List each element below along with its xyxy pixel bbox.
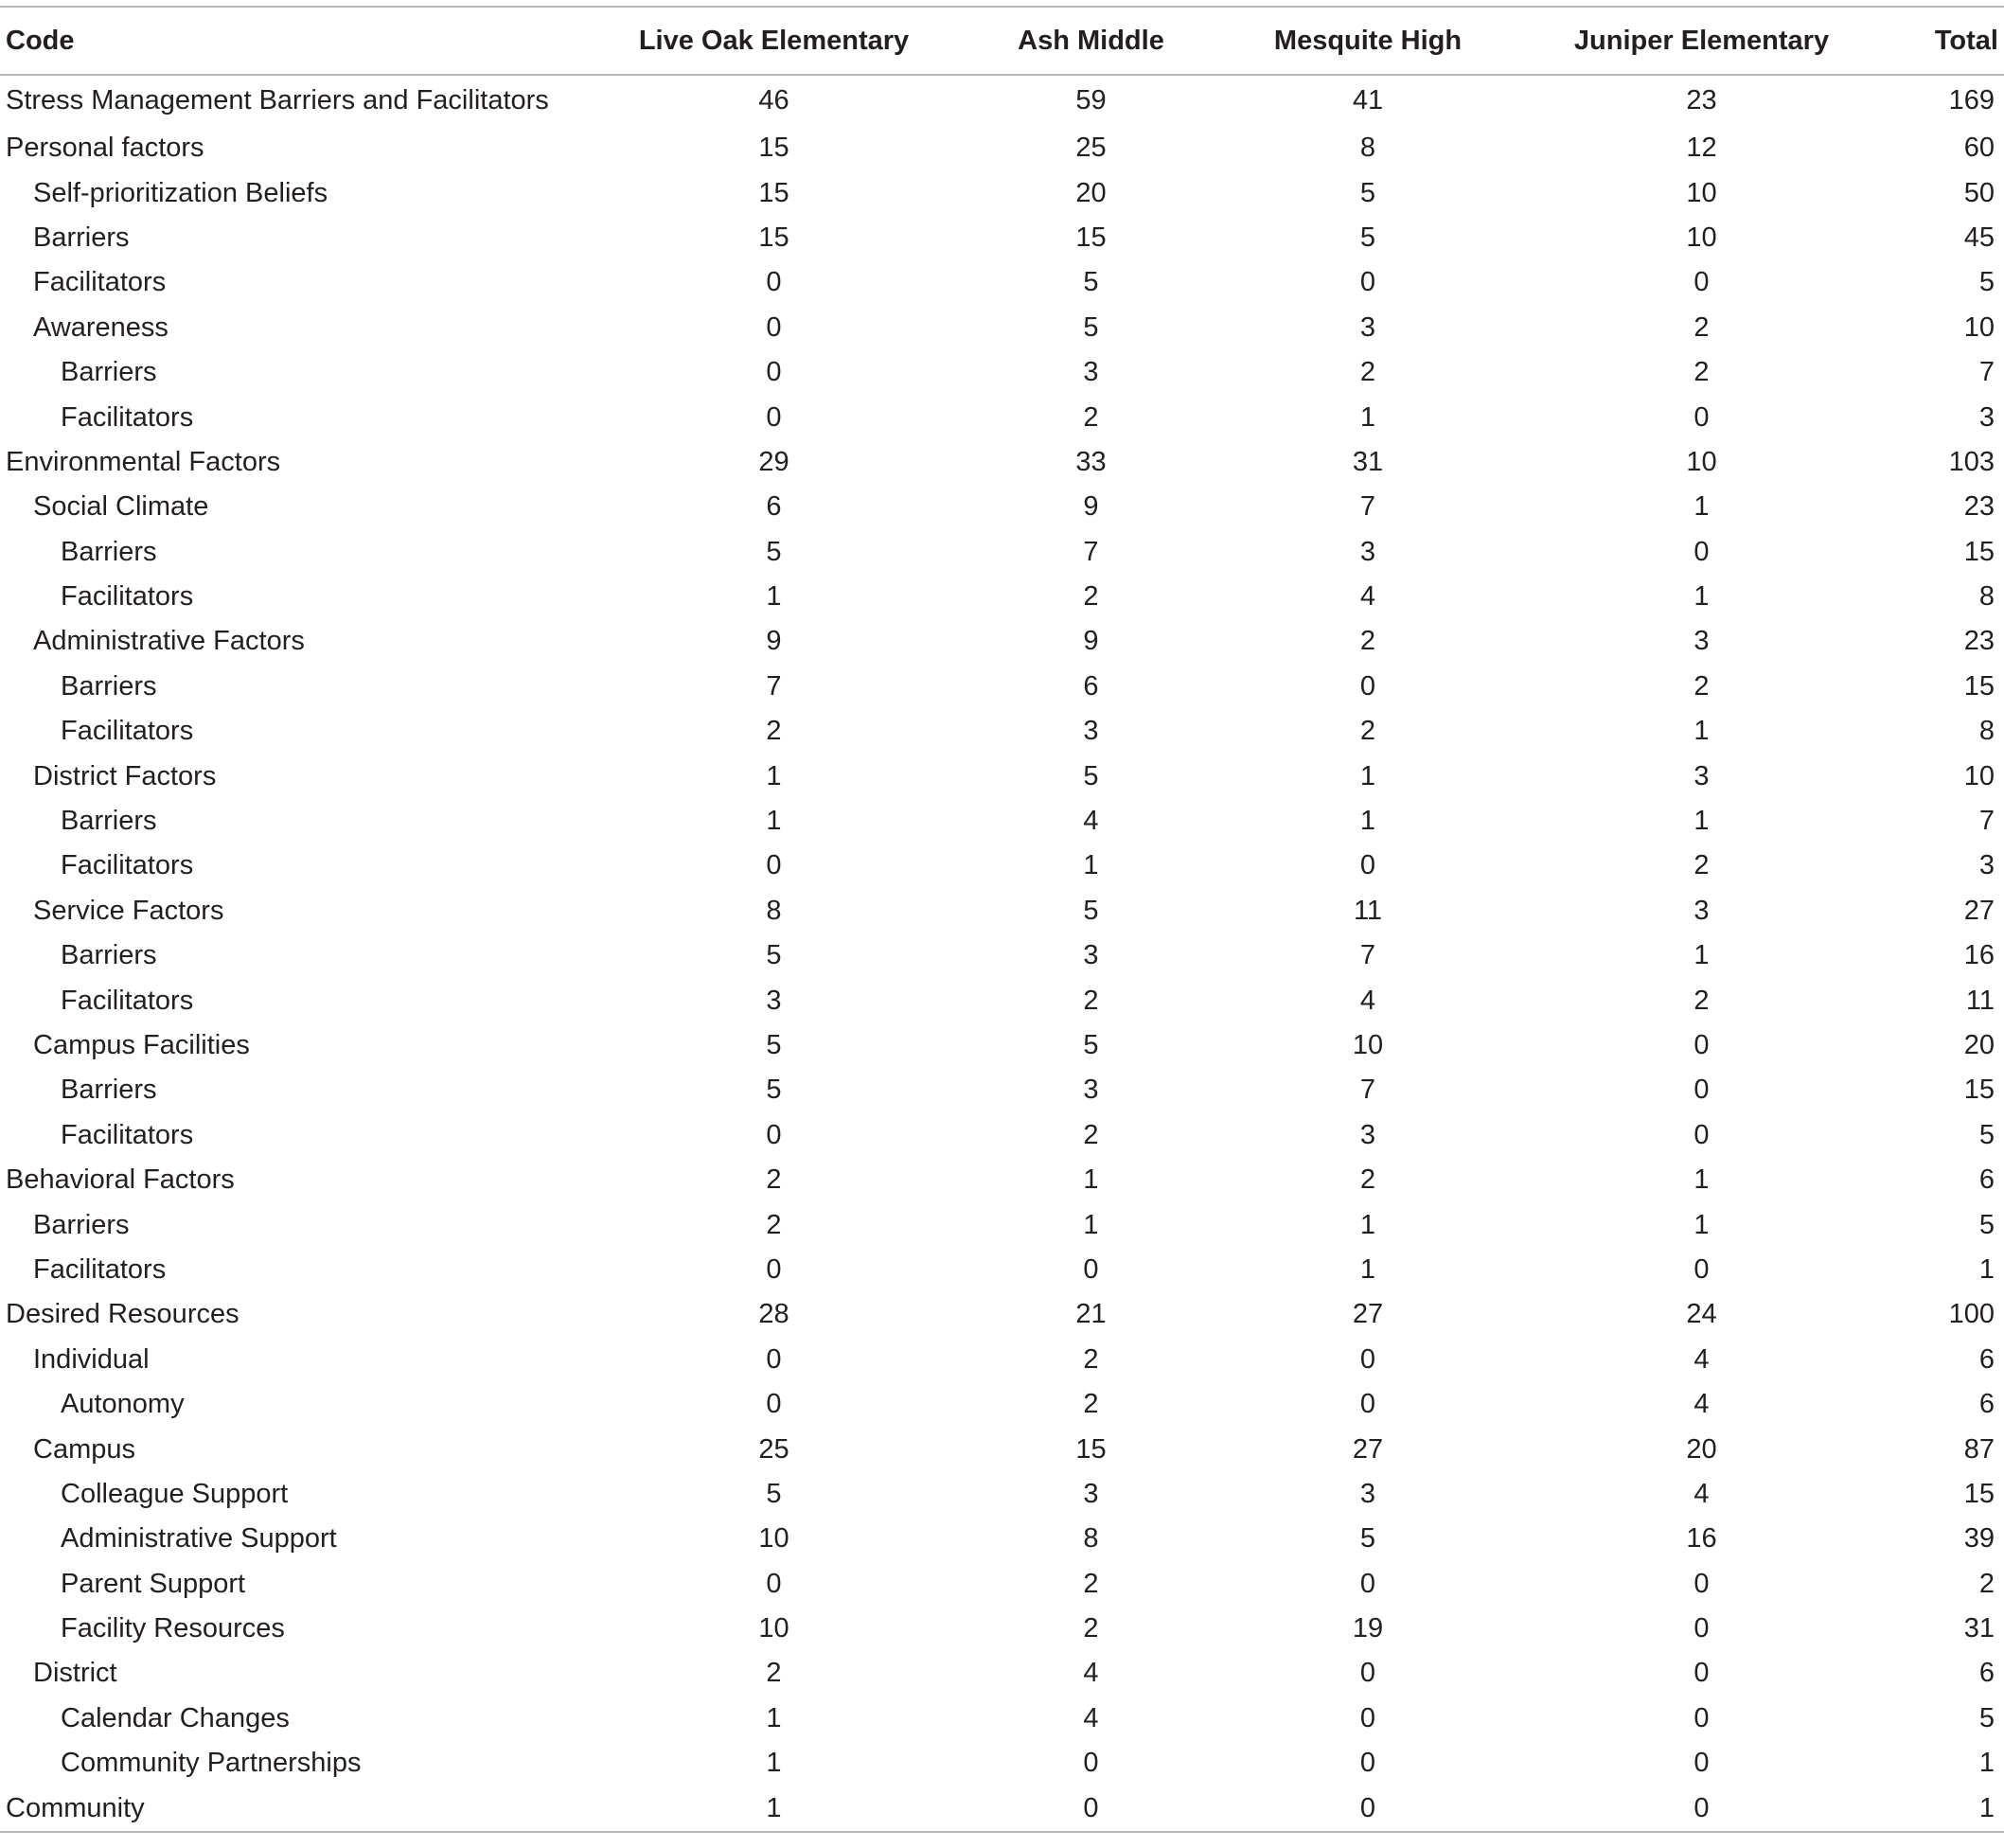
cell-ash-middle: 9 — [1083, 626, 1099, 657]
table-row — [0, 350, 2004, 395]
cell-mesquite-high: 7 — [1359, 491, 1376, 523]
row-code-label: Barriers — [33, 222, 130, 253]
cell-mesquite-high: 3 — [1359, 311, 1376, 343]
cell-mesquite-high: 0 — [1359, 1702, 1376, 1733]
cell-live-oak-elementary: 2 — [766, 1658, 782, 1689]
cell-live-oak-elementary: 28 — [758, 1299, 789, 1330]
cell-juniper-elementary: 4 — [1694, 1389, 1710, 1420]
table-row — [0, 1113, 2004, 1158]
cell-mesquite-high: 8 — [1359, 133, 1376, 164]
row-code-label: Administrative Support — [61, 1523, 337, 1555]
cell-total: 15 — [1963, 536, 1995, 567]
row-code-label: Community — [6, 1792, 145, 1823]
cell-ash-middle: 0 — [1083, 1748, 1099, 1779]
table-row — [0, 1382, 2004, 1427]
cell-total: 8 — [1978, 581, 1995, 613]
cell-total: 2 — [1978, 1568, 1995, 1599]
table-row — [0, 1248, 2004, 1292]
table-row — [0, 1068, 2004, 1112]
row-code-label: Facilitators — [33, 1253, 167, 1285]
row-code-label: Self-prioritization Beliefs — [33, 177, 328, 208]
cell-total: 5 — [1978, 1209, 1995, 1240]
cell-ash-middle: 3 — [1083, 1478, 1099, 1509]
cell-ash-middle: 2 — [1083, 1568, 1099, 1599]
cell-mesquite-high: 0 — [1359, 670, 1376, 702]
header-code: Code — [6, 25, 75, 56]
cell-ash-middle: 8 — [1083, 1523, 1099, 1555]
row-code-label: Facilitators — [61, 581, 194, 613]
cell-ash-middle: 3 — [1083, 357, 1099, 388]
cell-ash-middle: 5 — [1083, 760, 1099, 791]
cell-total: 7 — [1978, 806, 1995, 837]
cell-mesquite-high: 7 — [1359, 940, 1376, 971]
cell-mesquite-high: 2 — [1359, 357, 1376, 388]
cell-juniper-elementary: 0 — [1694, 1613, 1710, 1644]
cell-total: 6 — [1978, 1658, 1995, 1689]
cell-total: 10 — [1963, 311, 1995, 343]
cell-juniper-elementary: 2 — [1694, 311, 1710, 343]
table-row — [0, 1292, 2004, 1337]
cell-ash-middle: 5 — [1083, 1030, 1099, 1060]
cell-live-oak-elementary: 5 — [766, 1030, 782, 1060]
table-row — [0, 1697, 2004, 1741]
cell-juniper-elementary: 10 — [1686, 177, 1717, 208]
cell-juniper-elementary: 4 — [1694, 1478, 1710, 1509]
header-live-oak-elementary: Live Oak Elementary — [638, 25, 910, 56]
header-mesquite-high: Mesquite High — [1273, 25, 1463, 56]
table-row — [0, 216, 2004, 260]
cell-juniper-elementary: 24 — [1686, 1299, 1717, 1330]
table-row — [0, 619, 2004, 664]
cell-mesquite-high: 1 — [1359, 1253, 1376, 1285]
cell-ash-middle: 4 — [1083, 1658, 1099, 1689]
cell-mesquite-high: 11 — [1353, 895, 1383, 926]
cell-live-oak-elementary: 15 — [758, 133, 789, 164]
cell-ash-middle: 15 — [1075, 1433, 1107, 1465]
cell-ash-middle: 25 — [1075, 133, 1107, 164]
cell-juniper-elementary: 0 — [1694, 1658, 1710, 1689]
table-header-row — [0, 7, 2004, 75]
cell-mesquite-high: 4 — [1359, 581, 1376, 613]
cell-total: 16 — [1963, 940, 1995, 971]
cell-ash-middle: 0 — [1083, 1253, 1099, 1285]
cell-total: 20 — [1963, 1030, 1995, 1060]
cell-mesquite-high: 2 — [1359, 1164, 1376, 1196]
cell-mesquite-high: 1 — [1359, 401, 1376, 433]
cell-ash-middle: 5 — [1083, 311, 1099, 343]
cell-ash-middle: 2 — [1083, 1119, 1099, 1150]
cell-live-oak-elementary: 9 — [766, 626, 782, 657]
cell-ash-middle: 0 — [1083, 1792, 1099, 1823]
row-code-label: Barriers — [61, 357, 157, 388]
cell-juniper-elementary: 12 — [1686, 133, 1717, 164]
cell-live-oak-elementary: 2 — [766, 1209, 782, 1240]
cell-total: 31 — [1963, 1613, 1995, 1644]
cell-live-oak-elementary: 5 — [766, 940, 782, 971]
cell-total: 60 — [1963, 133, 1995, 164]
cell-mesquite-high: 1 — [1359, 760, 1376, 791]
cell-live-oak-elementary: 1 — [766, 760, 782, 791]
cell-live-oak-elementary: 0 — [766, 1253, 782, 1285]
cell-mesquite-high: 0 — [1359, 1343, 1376, 1375]
cell-juniper-elementary: 10 — [1686, 446, 1717, 477]
cell-live-oak-elementary: 10 — [758, 1613, 789, 1644]
row-code-label: Individual — [33, 1343, 150, 1375]
cell-total: 39 — [1963, 1523, 1995, 1555]
cell-ash-middle: 4 — [1083, 1702, 1099, 1733]
cell-live-oak-elementary: 0 — [766, 357, 782, 388]
cell-juniper-elementary: 0 — [1694, 1119, 1710, 1150]
table-row — [0, 933, 2004, 978]
cell-total: 45 — [1963, 222, 1995, 253]
table-row — [0, 530, 2004, 575]
cell-live-oak-elementary: 2 — [766, 716, 782, 747]
cell-total: 23 — [1963, 626, 1995, 657]
cell-live-oak-elementary: 1 — [766, 1702, 782, 1733]
cell-juniper-elementary: 1 — [1694, 581, 1710, 613]
row-code-label: Barriers — [33, 1209, 130, 1240]
cell-total: 50 — [1963, 177, 1995, 208]
table-row — [0, 1562, 2004, 1607]
cell-ash-middle: 2 — [1083, 985, 1099, 1016]
cell-juniper-elementary: 0 — [1694, 1253, 1710, 1285]
row-code-label: Environmental Factors — [6, 446, 281, 477]
cell-juniper-elementary: 20 — [1686, 1433, 1717, 1465]
cell-live-oak-elementary: 0 — [766, 1568, 782, 1599]
cell-total: 6 — [1978, 1343, 1995, 1375]
cell-live-oak-elementary: 0 — [766, 267, 782, 298]
cell-mesquite-high: 2 — [1359, 716, 1376, 747]
cell-juniper-elementary: 10 — [1686, 222, 1717, 253]
cell-mesquite-high: 3 — [1359, 536, 1376, 567]
table-row — [0, 395, 2004, 439]
cell-juniper-elementary: 2 — [1694, 357, 1710, 388]
table-row — [0, 709, 2004, 754]
table-row — [0, 1741, 2004, 1786]
cell-live-oak-elementary: 10 — [758, 1523, 789, 1555]
cell-juniper-elementary: 0 — [1694, 267, 1710, 298]
cell-mesquite-high: 5 — [1359, 1523, 1376, 1555]
cell-live-oak-elementary: 1 — [766, 806, 782, 837]
table-row — [0, 1651, 2004, 1696]
cell-total: 87 — [1963, 1433, 1995, 1465]
cell-total: 23 — [1963, 491, 1995, 523]
cell-mesquite-high: 0 — [1359, 1748, 1376, 1779]
cell-live-oak-elementary: 46 — [758, 85, 789, 116]
cell-total: 27 — [1963, 895, 1995, 926]
cell-mesquite-high: 5 — [1359, 177, 1376, 208]
cell-mesquite-high: 0 — [1359, 1792, 1376, 1823]
cell-total: 15 — [1963, 670, 1995, 702]
cell-mesquite-high: 2 — [1359, 626, 1376, 657]
cell-live-oak-elementary: 15 — [758, 222, 789, 253]
cell-juniper-elementary: 16 — [1686, 1523, 1717, 1555]
cell-mesquite-high: 27 — [1352, 1433, 1384, 1465]
cell-ash-middle: 15 — [1075, 222, 1107, 253]
row-code-label: Community Partnerships — [61, 1748, 362, 1779]
cell-total: 3 — [1978, 401, 1995, 433]
row-code-label: Campus — [33, 1433, 135, 1465]
cell-juniper-elementary: 0 — [1694, 401, 1710, 433]
code-frequency-table — [0, 6, 2004, 1833]
table-row — [0, 844, 2004, 888]
cell-live-oak-elementary: 7 — [766, 670, 782, 702]
table-row — [0, 754, 2004, 798]
cell-live-oak-elementary: 1 — [766, 1748, 782, 1779]
row-code-label: Barriers — [61, 670, 157, 702]
cell-total: 169 — [1948, 85, 1995, 116]
cell-juniper-elementary: 0 — [1694, 536, 1710, 567]
cell-mesquite-high: 0 — [1359, 850, 1376, 881]
cell-mesquite-high: 41 — [1352, 85, 1384, 116]
table-row — [0, 126, 2004, 170]
table-row — [0, 306, 2004, 350]
cell-juniper-elementary: 0 — [1694, 1702, 1710, 1733]
cell-total: 10 — [1963, 760, 1995, 791]
cell-total: 5 — [1978, 1119, 1995, 1150]
cell-ash-middle: 33 — [1075, 446, 1107, 477]
cell-juniper-elementary: 1 — [1694, 940, 1710, 971]
cell-mesquite-high: 1 — [1359, 1209, 1376, 1240]
table-row — [0, 1158, 2004, 1202]
row-code-label: Facility Resources — [61, 1613, 285, 1644]
table-row — [0, 1023, 2004, 1068]
cell-ash-middle: 20 — [1075, 177, 1107, 208]
cell-ash-middle: 21 — [1075, 1299, 1107, 1330]
cell-ash-middle: 5 — [1083, 267, 1099, 298]
row-code-label: Calendar Changes — [61, 1702, 290, 1733]
cell-juniper-elementary: 2 — [1694, 985, 1710, 1016]
cell-live-oak-elementary: 25 — [758, 1433, 789, 1465]
cell-live-oak-elementary: 0 — [766, 401, 782, 433]
cell-mesquite-high: 3 — [1359, 1119, 1376, 1150]
cell-ash-middle: 7 — [1083, 536, 1099, 567]
table-row — [0, 978, 2004, 1022]
header-juniper-elementary: Juniper Elementary — [1573, 25, 1830, 56]
cell-total: 3 — [1978, 850, 1995, 881]
row-code-label: Personal factors — [6, 133, 204, 164]
row-code-label: Colleague Support — [61, 1478, 289, 1509]
code-frequency-table-container — [0, 6, 2004, 1833]
cell-ash-middle: 3 — [1083, 716, 1099, 747]
row-code-label: Behavioral Factors — [6, 1164, 235, 1196]
row-code-label: Barriers — [61, 1075, 157, 1106]
cell-juniper-elementary: 3 — [1694, 626, 1710, 657]
cell-live-oak-elementary: 1 — [766, 1792, 782, 1823]
row-code-label: Awareness — [33, 311, 168, 343]
table-row — [0, 440, 2004, 485]
cell-live-oak-elementary: 1 — [766, 581, 782, 613]
header-ash-middle: Ash Middle — [1018, 25, 1164, 56]
table-row — [0, 665, 2004, 709]
cell-total: 103 — [1948, 446, 1995, 477]
row-code-label: Barriers — [61, 806, 157, 837]
cell-ash-middle: 2 — [1083, 1613, 1099, 1644]
table-row — [0, 75, 2004, 126]
row-code-label: Facilitators — [61, 850, 194, 881]
cell-total: 7 — [1978, 357, 1995, 388]
cell-ash-middle: 3 — [1083, 1075, 1099, 1106]
cell-mesquite-high: 7 — [1359, 1075, 1376, 1106]
row-code-label: Administrative Factors — [33, 626, 305, 657]
cell-juniper-elementary: 23 — [1686, 85, 1717, 116]
cell-total: 6 — [1978, 1164, 1995, 1196]
cell-total: 1 — [1978, 1792, 1995, 1823]
cell-ash-middle: 59 — [1075, 85, 1107, 116]
row-code-label: Facilitators — [61, 1119, 194, 1150]
cell-mesquite-high: 5 — [1359, 222, 1376, 253]
cell-live-oak-elementary: 5 — [766, 536, 782, 567]
cell-ash-middle: 1 — [1083, 1209, 1099, 1240]
cell-ash-middle: 1 — [1083, 1164, 1099, 1196]
table-row — [0, 1202, 2004, 1247]
cell-mesquite-high: 10 — [1352, 1030, 1384, 1060]
cell-ash-middle: 3 — [1083, 940, 1099, 971]
cell-mesquite-high: 4 — [1359, 985, 1376, 1016]
table-row — [0, 799, 2004, 844]
cell-total: 5 — [1978, 267, 1995, 298]
cell-mesquite-high: 1 — [1359, 806, 1376, 837]
cell-mesquite-high: 27 — [1352, 1299, 1384, 1330]
cell-mesquite-high: 0 — [1359, 1568, 1376, 1599]
table-body — [0, 75, 2004, 1832]
cell-total: 5 — [1978, 1702, 1995, 1733]
cell-live-oak-elementary: 0 — [766, 311, 782, 343]
row-code-label: Parent Support — [61, 1568, 246, 1599]
cell-juniper-elementary: 0 — [1694, 1030, 1710, 1060]
cell-live-oak-elementary: 0 — [766, 850, 782, 881]
cell-ash-middle: 2 — [1083, 401, 1099, 433]
cell-live-oak-elementary: 15 — [758, 177, 789, 208]
cell-juniper-elementary: 2 — [1694, 670, 1710, 702]
table-row — [0, 1472, 2004, 1517]
cell-ash-middle: 1 — [1083, 850, 1099, 881]
cell-live-oak-elementary: 3 — [766, 985, 782, 1016]
table-row — [0, 889, 2004, 933]
cell-juniper-elementary: 4 — [1694, 1343, 1710, 1375]
row-code-label: Social Climate — [33, 491, 209, 523]
cell-live-oak-elementary: 0 — [766, 1389, 782, 1420]
cell-live-oak-elementary: 2 — [766, 1164, 782, 1196]
row-code-label: Facilitators — [61, 985, 194, 1016]
cell-juniper-elementary: 1 — [1694, 806, 1710, 837]
cell-ash-middle: 2 — [1083, 1343, 1099, 1375]
table-row — [0, 1517, 2004, 1561]
header-total: Total — [1934, 25, 1998, 56]
row-code-label: Campus Facilities — [33, 1030, 250, 1060]
cell-live-oak-elementary: 5 — [766, 1478, 782, 1509]
table-row — [0, 1338, 2004, 1382]
cell-mesquite-high: 0 — [1359, 267, 1376, 298]
cell-ash-middle: 2 — [1083, 581, 1099, 613]
cell-juniper-elementary: 0 — [1694, 1075, 1710, 1106]
cell-mesquite-high: 0 — [1359, 1658, 1376, 1689]
cell-live-oak-elementary: 8 — [766, 895, 782, 926]
cell-live-oak-elementary: 29 — [758, 446, 789, 477]
row-code-label: Service Factors — [33, 895, 224, 926]
cell-juniper-elementary: 0 — [1694, 1568, 1710, 1599]
table-row — [0, 485, 2004, 529]
row-code-label: Barriers — [61, 536, 157, 567]
cell-juniper-elementary: 1 — [1694, 491, 1710, 523]
cell-total: 1 — [1978, 1253, 1995, 1285]
cell-live-oak-elementary: 0 — [766, 1343, 782, 1375]
row-code-label: Facilitators — [61, 716, 194, 747]
cell-juniper-elementary: 0 — [1694, 1792, 1710, 1823]
cell-juniper-elementary: 3 — [1694, 760, 1710, 791]
table-row — [0, 1786, 2004, 1831]
cell-mesquite-high: 3 — [1359, 1478, 1376, 1509]
cell-juniper-elementary: 0 — [1694, 1748, 1710, 1779]
row-code-label: District — [33, 1658, 117, 1689]
cell-mesquite-high: 19 — [1352, 1613, 1384, 1644]
cell-total: 15 — [1963, 1478, 1995, 1509]
cell-live-oak-elementary: 5 — [766, 1075, 782, 1106]
row-code-label: District Factors — [33, 760, 217, 791]
table-row — [0, 575, 2004, 619]
cell-juniper-elementary: 1 — [1694, 716, 1710, 747]
cell-total: 100 — [1948, 1299, 1995, 1330]
row-code-label: Barriers — [61, 940, 157, 971]
cell-total: 8 — [1978, 716, 1995, 747]
cell-ash-middle: 5 — [1083, 895, 1099, 926]
cell-juniper-elementary: 2 — [1694, 850, 1710, 881]
cell-mesquite-high: 0 — [1359, 1389, 1376, 1420]
cell-total: 15 — [1963, 1075, 1995, 1106]
row-code-label: Facilitators — [33, 267, 167, 298]
table-row — [0, 1607, 2004, 1651]
table-row — [0, 170, 2004, 215]
cell-total: 6 — [1978, 1389, 1995, 1420]
row-code-label: Stress Management Barriers and Facilitators — [6, 85, 549, 116]
row-code-label: Desired Resources — [6, 1299, 239, 1330]
cell-mesquite-high: 31 — [1352, 446, 1384, 477]
table-row — [0, 1427, 2004, 1471]
cell-total: 11 — [1965, 985, 1995, 1016]
cell-ash-middle: 9 — [1083, 491, 1099, 523]
row-code-label: Autonomy — [61, 1389, 185, 1420]
cell-juniper-elementary: 1 — [1694, 1209, 1710, 1240]
cell-ash-middle: 4 — [1083, 806, 1099, 837]
cell-ash-middle: 6 — [1083, 670, 1099, 702]
cell-juniper-elementary: 1 — [1694, 1164, 1710, 1196]
cell-live-oak-elementary: 6 — [766, 491, 782, 523]
table-row — [0, 260, 2004, 305]
row-code-label: Facilitators — [61, 401, 194, 433]
cell-total: 1 — [1978, 1748, 1995, 1779]
cell-juniper-elementary: 3 — [1694, 895, 1710, 926]
cell-live-oak-elementary: 0 — [766, 1119, 782, 1150]
cell-ash-middle: 2 — [1083, 1389, 1099, 1420]
